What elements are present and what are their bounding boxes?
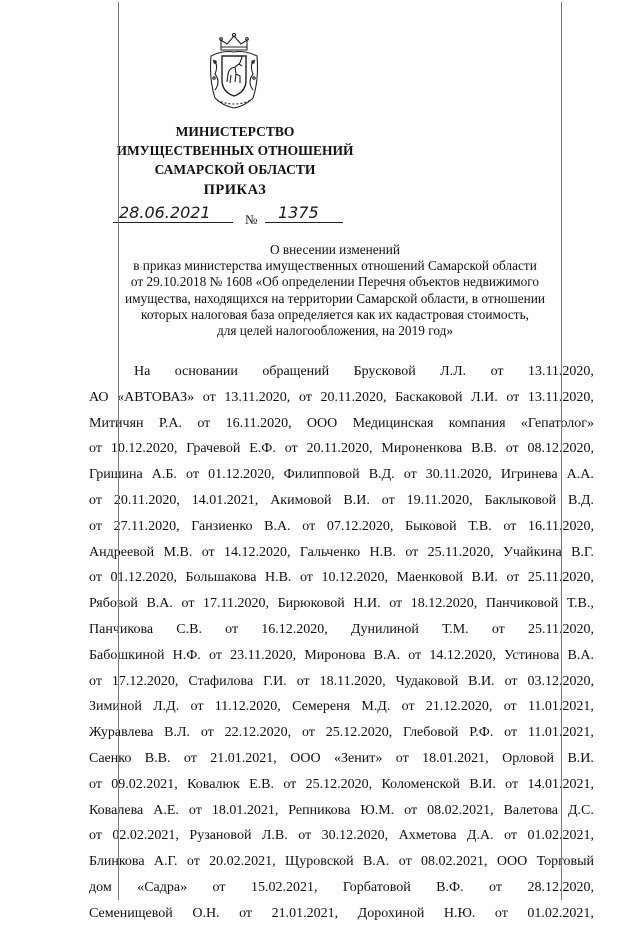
body-word: А.Б. <box>151 467 177 483</box>
body-word: 28.12.2020, <box>527 879 594 895</box>
body-word: от <box>398 854 412 870</box>
body-word: Журавлева <box>89 725 154 741</box>
body-line <box>89 746 594 772</box>
body-word: 20.11.2020, <box>320 389 387 405</box>
body-line <box>89 565 594 591</box>
body-word: Дорохиной <box>357 905 425 921</box>
body-word: 11.12.2020, <box>214 699 281 715</box>
order-number: 1375 <box>278 203 319 222</box>
body-word: Панчиковой <box>485 596 559 612</box>
body-word: Ю.М. <box>360 802 395 818</box>
body-line <box>89 694 594 720</box>
body-word: В.И. <box>469 776 496 792</box>
body-word: 25.12.2020, <box>305 776 373 792</box>
body-word: 09.02.2021, <box>111 776 178 792</box>
body-word: Рузановой <box>189 828 252 844</box>
body-word: «Садра» <box>137 879 188 895</box>
body-line <box>89 411 594 437</box>
body-word: основании <box>174 364 238 379</box>
body-word: Баклыковой <box>484 492 557 508</box>
body-word: 25.12.2020, <box>325 725 393 741</box>
ministry-name <box>110 122 360 179</box>
date-underline <box>113 222 233 223</box>
body-word: Щуровской <box>285 854 354 870</box>
body-word: обращений <box>262 364 330 379</box>
body-word: Н.И. <box>353 596 381 612</box>
body-word: ООО <box>496 854 528 870</box>
body-word: от <box>505 441 519 457</box>
body-line <box>89 849 594 875</box>
body-word: компания <box>448 415 506 431</box>
body-word: 15.02.2021, <box>250 879 318 895</box>
body-word: от <box>389 596 403 612</box>
body-word: от <box>181 596 195 612</box>
body-word: 01.12.2020, <box>110 570 177 586</box>
body-word: ООО <box>306 415 338 431</box>
body-word: В.А. <box>264 518 291 534</box>
body-word: от <box>302 518 316 534</box>
body-word: Митичян <box>89 415 144 431</box>
body-word: от <box>395 750 409 766</box>
body-word: 22.12.2020, <box>224 725 292 741</box>
body-word: Медицинская <box>352 415 434 431</box>
body-word: Учайкина <box>503 544 562 560</box>
body-word: от <box>494 905 508 921</box>
body-word: Ковалева <box>89 802 144 818</box>
body-word: 08.02.2021, <box>421 854 488 870</box>
body-line <box>89 462 594 488</box>
body-word: от <box>202 389 216 405</box>
body-word: от <box>190 699 204 715</box>
body-line <box>89 772 594 798</box>
body-word: О.Н. <box>192 905 220 921</box>
body-word: 30.12.2020, <box>321 828 389 844</box>
body-word: В.И. <box>567 750 594 766</box>
body-word: Ганзиенко <box>191 518 253 534</box>
body-word: 02.02.2021, <box>112 828 179 844</box>
body-word: от <box>89 570 102 586</box>
order-subject <box>80 242 590 339</box>
body-word: В.А. <box>373 647 401 663</box>
body-word: 11.01.2021, <box>527 699 594 715</box>
body-word: от <box>197 415 211 431</box>
ministry-name-line: МИНИСТЕРСТВО <box>175 124 295 139</box>
body-line <box>89 720 594 746</box>
body-word: Н.Ф. <box>172 647 201 663</box>
scan-artifact-line <box>561 2 562 900</box>
body-word: от <box>89 518 102 534</box>
body-word: 13.11.2020, <box>527 364 594 379</box>
body-word: от <box>284 441 298 457</box>
body-word: Горбатовой <box>342 879 411 895</box>
body-word: от <box>298 389 312 405</box>
body-word: Д.А. <box>466 828 494 844</box>
body-word: Акимовой <box>270 492 332 508</box>
body-word: Л.Л. <box>440 364 467 379</box>
body-word: Д.С. <box>567 802 594 818</box>
body-word: В.А. <box>146 596 173 612</box>
body-word: от <box>225 621 239 637</box>
body-word: Зиминой <box>89 699 142 715</box>
body-word: Филипповой <box>283 467 360 483</box>
body-word: от <box>504 828 517 844</box>
body-word: Мироненкова <box>381 441 463 457</box>
body-line <box>89 643 594 669</box>
subject-line: имущества, находящихся на территории Самарской области, в отношении <box>125 290 545 306</box>
body-word: Брусковой <box>353 364 416 379</box>
body-word: от <box>89 441 102 457</box>
body-line <box>89 514 594 540</box>
body-word: АО <box>89 389 109 405</box>
body-word: Е.В. <box>249 776 275 792</box>
order-date-number-line <box>113 203 353 228</box>
body-word: 18.01.2021, <box>211 802 279 818</box>
body-word: от <box>503 699 517 715</box>
body-word: от <box>186 854 200 870</box>
body-word: 30.11.2020, <box>425 467 492 483</box>
body-word: 19.11.2020, <box>406 492 473 508</box>
body-word: от <box>239 905 253 921</box>
body-word: Н.В. <box>369 544 396 560</box>
body-word: от <box>283 776 297 792</box>
body-word: 27.11.2020, <box>113 518 180 534</box>
body-word: от <box>404 802 418 818</box>
body-word: 13.11.2020, <box>527 389 594 405</box>
number-sign: № <box>245 212 258 227</box>
body-word: В.И. <box>343 492 370 508</box>
body-word: от <box>506 570 520 586</box>
body-word: от <box>201 544 215 560</box>
body-line <box>89 875 594 901</box>
body-word: Маенковой <box>396 570 463 586</box>
body-word: А.Г. <box>153 854 178 870</box>
body-word: 20.02.2021, <box>209 854 276 870</box>
body-word: В.Г. <box>571 544 594 560</box>
body-word: 14.01.2021, <box>527 776 594 792</box>
subject-line: для целей налогообложения, на 2019 год» <box>216 323 454 339</box>
body-word: 16.11.2020, <box>527 518 594 534</box>
body-word: 20.11.2020, <box>113 492 180 508</box>
body-word: от <box>186 467 199 483</box>
body-word: Большакова <box>185 570 257 586</box>
body-word: от <box>183 750 197 766</box>
body-word: Репникова <box>288 802 351 818</box>
body-word: Гальченко <box>299 544 361 560</box>
body-word: от <box>89 492 102 508</box>
body-word: 10.12.2020, <box>110 441 178 457</box>
body-word: 14.12.2020, <box>224 544 291 560</box>
body-word: от <box>401 699 415 715</box>
body-word: от <box>209 647 222 663</box>
body-word: Стафилова <box>188 673 254 689</box>
subject-line: О внесении изменений <box>269 242 401 257</box>
body-word: Орловой <box>502 750 555 766</box>
body-word: от <box>89 673 102 689</box>
body-word: 17.11.2020, <box>203 596 270 612</box>
body-word: Е.Ф. <box>249 441 276 457</box>
body-word: 08.12.2020, <box>527 441 594 457</box>
body-word: Панчикова <box>89 621 154 637</box>
body-word: 18.12.2020, <box>410 596 478 612</box>
body-word: от <box>506 389 520 405</box>
body-word: Баскаковой <box>395 389 463 405</box>
body-word: На <box>134 364 151 379</box>
body-word: Л.Д. <box>153 699 180 715</box>
body-word: 25.11.2020, <box>527 621 594 637</box>
body-word: 16.11.2020, <box>225 415 292 431</box>
body-word: Грачевой <box>186 441 241 457</box>
body-word: от <box>505 776 519 792</box>
body-word: В.А. <box>567 647 594 663</box>
body-word: 14.12.2020, <box>429 647 496 663</box>
subject-line: в приказ министерства имущественных отношений Самарской области <box>133 258 537 274</box>
body-word: Семереня <box>292 699 351 715</box>
body-word: от <box>381 492 395 508</box>
samara-region-coat-of-arms-icon <box>205 30 263 110</box>
body-word: 16.12.2020, <box>261 621 328 637</box>
body-word: В.В. <box>471 441 497 457</box>
body-word: Семенищевой <box>89 905 173 921</box>
body-line <box>89 798 594 824</box>
body-word: 13.11.2020, <box>224 389 291 405</box>
body-word: 17.12.2020, <box>111 673 179 689</box>
body-word: В.Д. <box>568 492 594 508</box>
body-word: 01.02.2021, <box>527 828 594 844</box>
body-word: Р.А. <box>158 415 183 431</box>
body-word: В.Д. <box>368 467 395 483</box>
body-word: Бабошкиной <box>89 647 165 663</box>
body-word: «Зенит» <box>334 750 383 766</box>
body-word: ООО <box>290 750 321 766</box>
body-line <box>89 540 594 566</box>
body-word: 01.12.2020, <box>208 467 275 483</box>
body-word: 18.11.2020, <box>319 673 386 689</box>
subject-line: которых налоговая база определяется как их кадастровая стоимость, <box>141 306 529 322</box>
body-word: от <box>301 725 315 741</box>
body-word: В.В. <box>144 750 171 766</box>
order-body-paragraph <box>89 359 594 927</box>
body-word: от <box>503 518 517 534</box>
body-word: 08.02.2021, <box>427 802 494 818</box>
body-word: Ахметова <box>398 828 457 844</box>
body-word: Бирюковой <box>277 596 345 612</box>
body-word: от <box>504 673 518 689</box>
body-word: Игринева <box>500 467 558 483</box>
body-word: М.В. <box>163 544 193 560</box>
body-word: Т.В. <box>468 518 492 534</box>
body-word: 20.11.2020, <box>306 441 373 457</box>
body-word: Торговый <box>536 854 594 870</box>
body-word: 14.01.2021, <box>191 492 259 508</box>
body-word: 21.12.2020, <box>425 699 493 715</box>
body-line <box>89 669 594 695</box>
scan-artifact-line <box>118 2 119 900</box>
body-word: Саенко <box>89 750 132 766</box>
body-word: от <box>489 879 502 895</box>
body-word: Рябовой <box>89 596 138 612</box>
order-title: ПРИКАЗ <box>203 182 267 198</box>
body-word: Быковой <box>405 518 457 534</box>
body-word: Андреевой <box>89 544 155 560</box>
number-underline <box>265 222 343 223</box>
order-date: 28.06.2021 <box>119 203 211 222</box>
body-word: Н.В. <box>264 570 292 586</box>
body-word: В.Ф. <box>436 879 464 895</box>
body-word: В.И. <box>471 570 498 586</box>
body-word: Ковалюк <box>187 776 240 792</box>
body-word: 11.01.2021, <box>527 725 594 741</box>
body-word: от <box>403 467 417 483</box>
body-word: 03.12.2020, <box>527 673 594 689</box>
body-line <box>89 359 594 385</box>
body-word: В.А. <box>362 854 390 870</box>
body-word: Н.Ю. <box>443 905 476 921</box>
body-word: С.В. <box>176 621 202 637</box>
body-word: от <box>408 647 422 663</box>
body-line <box>89 901 594 927</box>
body-word: «Гепатолог» <box>520 415 594 431</box>
body-word: Коломенской <box>381 776 461 792</box>
body-word: Чудаковой <box>395 673 459 689</box>
subject-line: от 29.10.2018 № 1608 «Об определении Перечня объектов недвижимого <box>130 274 540 290</box>
body-word: 23.11.2020, <box>230 647 297 663</box>
body-word: от <box>504 725 518 741</box>
body-word: 01.02.2021, <box>527 905 594 921</box>
body-word: Л.В. <box>261 828 288 844</box>
body-word: Устинова <box>504 647 560 663</box>
body-word: от <box>405 544 419 560</box>
body-word: «АВТОВАЗ» <box>117 389 195 405</box>
body-word: М.Д. <box>361 699 391 715</box>
body-word: Т.В., <box>566 596 594 612</box>
body-word: 07.12.2020, <box>326 518 394 534</box>
ministry-name-line: САМАРСКОЙ ОБЛАСТИ <box>154 162 316 177</box>
body-word: Л.И. <box>471 389 498 405</box>
body-word: 25.11.2020, <box>427 544 494 560</box>
body-line <box>89 823 594 849</box>
body-word: А.А. <box>566 467 594 483</box>
body-word: от <box>188 802 202 818</box>
body-word: В.Л. <box>164 725 191 741</box>
body-word: от <box>89 776 102 792</box>
body-word: дом <box>89 879 112 895</box>
body-word: 10.12.2020, <box>321 570 388 586</box>
body-word: А.Е. <box>153 802 179 818</box>
body-word: Блинкова <box>89 854 145 870</box>
body-word: 21.01.2021, <box>271 905 339 921</box>
body-word: В.И. <box>468 673 495 689</box>
body-word: Миронова <box>304 647 366 663</box>
body-word: от <box>491 621 505 637</box>
body-word: Т.М. <box>442 621 469 637</box>
body-line <box>89 385 594 411</box>
body-word: от <box>212 879 226 895</box>
body-word: от <box>490 364 504 379</box>
ministry-name-line: ИМУЩЕСТВЕННЫХ ОТНОШЕНИЙ <box>116 143 354 158</box>
body-word: Валетова <box>503 802 558 818</box>
body-word: Дунилиной <box>350 621 419 637</box>
body-word: от <box>200 725 214 741</box>
body-word: Г.И. <box>263 673 287 689</box>
body-line <box>89 617 594 643</box>
body-line <box>89 591 594 617</box>
body-word: Гришина <box>89 467 143 483</box>
body-word: от <box>296 673 310 689</box>
body-word: 18.01.2021, <box>422 750 489 766</box>
body-word: 21.01.2021, <box>210 750 277 766</box>
body-word: от <box>89 828 102 844</box>
body-word: от <box>298 828 312 844</box>
body-word: Глебовой <box>403 725 459 741</box>
body-line <box>89 436 594 462</box>
body-word: от <box>299 570 313 586</box>
body-word: 25.11.2020, <box>527 570 594 586</box>
body-line <box>89 488 594 514</box>
body-word: Р.Ф. <box>469 725 494 741</box>
